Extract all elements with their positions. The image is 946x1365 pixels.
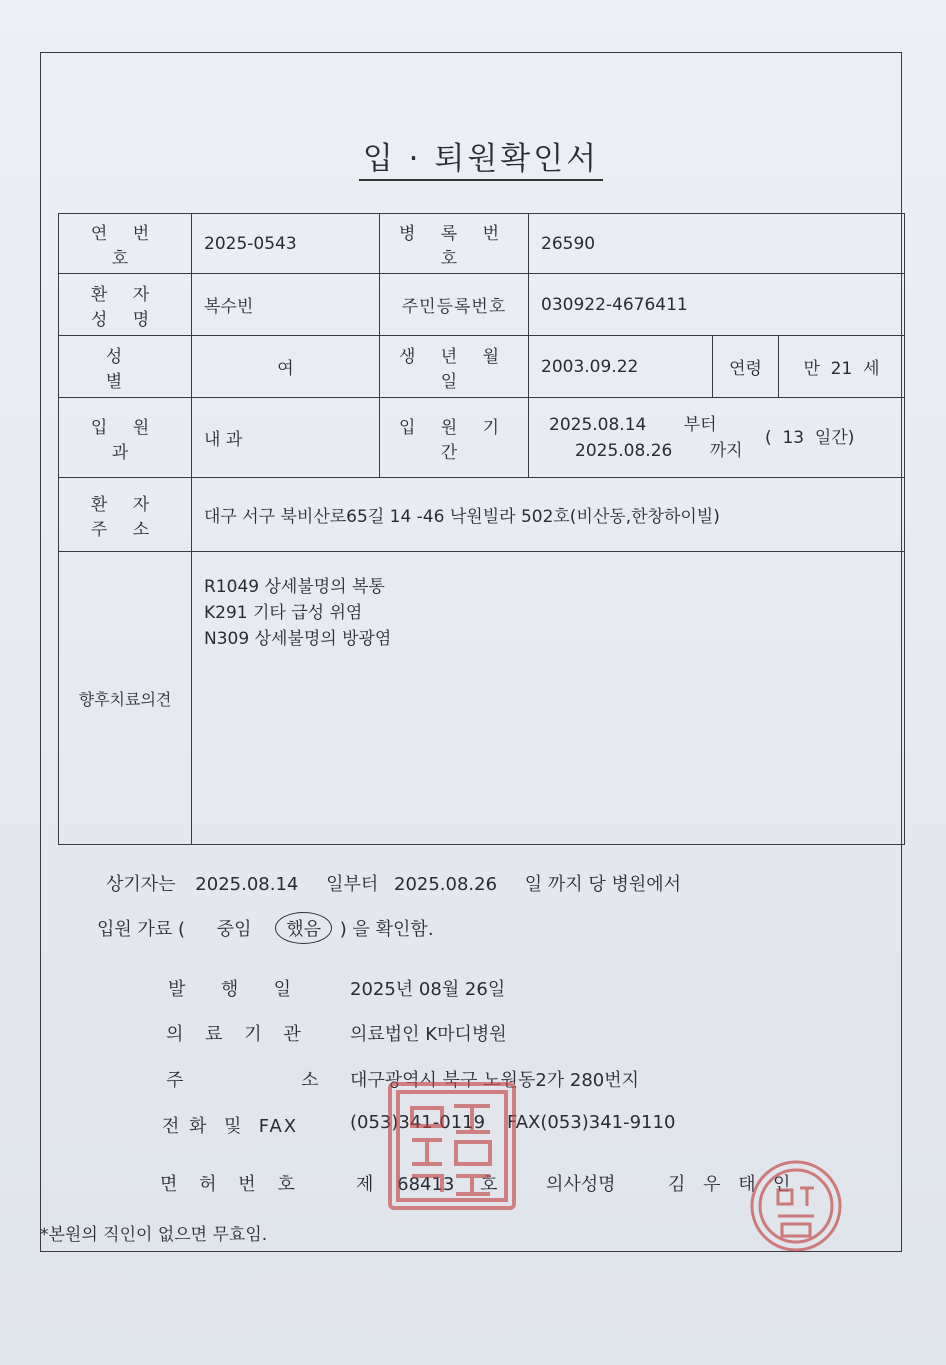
dob-value: 2003.09.22 — [529, 336, 713, 398]
hospital-seal-icon — [384, 1078, 520, 1214]
period-start: 2025.08.14 — [549, 414, 647, 435]
record-label: 병 록 번 호 — [380, 214, 529, 274]
dept-label: 입 원 과 — [59, 398, 192, 478]
period-days: ( 13 일간) — [765, 427, 855, 448]
name-value: 복수빈 — [192, 274, 380, 336]
row-address — [59, 478, 905, 552]
dept-value: 내 과 — [192, 398, 380, 478]
opinion-label: 향후치료의견 — [59, 552, 192, 845]
footnote: *본원의 직인이 없으면 무효임. — [40, 1225, 268, 1245]
sex-value: 여 — [192, 336, 380, 398]
period-value — [529, 398, 905, 478]
institution-address-value: 대구광역시 북구 노원동2가 280번지 — [350, 1070, 640, 1091]
confirmation-line-1: 상기자는 2025.08.14 일부터 2025.08.26 일 까지 당 병원에서 — [106, 874, 682, 895]
doctor-label: 의사성명 — [546, 1174, 616, 1195]
age-value: 만 21 세 — [779, 336, 905, 398]
patient-info-table — [58, 213, 905, 845]
document-title: 입 · 퇴원확인서 — [60, 133, 902, 178]
doctor-seal-mark: 인 — [773, 1174, 791, 1195]
row-opinion — [59, 552, 905, 845]
row-name — [59, 274, 905, 336]
name-label: 환 자 성 명 — [59, 274, 192, 336]
diagnosis-item: R1049 상세불명의 복통 — [204, 577, 385, 597]
diagnosis-item: K291 기타 급성 위염 — [204, 603, 363, 623]
title-area — [60, 55, 902, 205]
row-serial — [59, 214, 905, 274]
issue-date-row: 발 행 일 — [168, 979, 300, 1000]
option-completed-circled: 했음 — [275, 912, 332, 944]
dob-label: 생 년 월 일 — [380, 336, 529, 398]
institution-label: 의 료 기 관 — [166, 1024, 309, 1045]
period-end-suffix: 까지 — [709, 440, 743, 461]
fax-value: FAX(053)341-9110 — [507, 1112, 676, 1133]
period-start-suffix: 부터 — [683, 414, 717, 435]
diagnosis-item: N309 상세불명의 방광염 — [204, 629, 392, 649]
doctor-seal-icon — [748, 1158, 844, 1254]
option-ongoing: 중임 — [216, 919, 252, 940]
address-label: 환 자 주 소 — [59, 478, 192, 552]
serial-label: 연 번 호 — [59, 214, 192, 274]
serial-value: 2025-0543 — [192, 214, 380, 274]
rrn-value: 030922-4676411 — [529, 274, 905, 336]
institution-value: 의료법인 K마디병원 — [350, 1024, 507, 1045]
confirmation-line-2: 입원 가료 ( 중임 했음 ) 을 확인함. — [97, 912, 434, 944]
sex-label: 성 별 — [59, 336, 192, 398]
issue-date-value: 2025년 08월 26일 — [350, 979, 506, 1000]
phone-value: (053)341-0119 — [350, 1112, 486, 1133]
period-label: 입 원 기 간 — [380, 398, 529, 478]
address-value: 대구 서구 북비산로65길 14 -46 낙원빌라 502호(비산동,한창하이빌) — [192, 478, 905, 552]
row-period — [59, 398, 905, 478]
license-number: 제 68413 호 — [356, 1174, 498, 1195]
row-sex — [59, 336, 905, 398]
rrn-label: 주민등록번호 — [380, 274, 529, 336]
diagnosis-list — [192, 552, 905, 845]
period-end: 2025.08.26 — [575, 440, 673, 461]
record-value: 26590 — [529, 214, 905, 274]
phone-fax-label: 전 화 및 FAX — [162, 1116, 299, 1137]
license-label: 면 허 번 호 — [160, 1174, 303, 1195]
age-label: 연령 — [713, 336, 779, 398]
doctor-name: 김 우 태 — [668, 1174, 762, 1195]
institution-address-label: 주 소 — [166, 1070, 327, 1091]
